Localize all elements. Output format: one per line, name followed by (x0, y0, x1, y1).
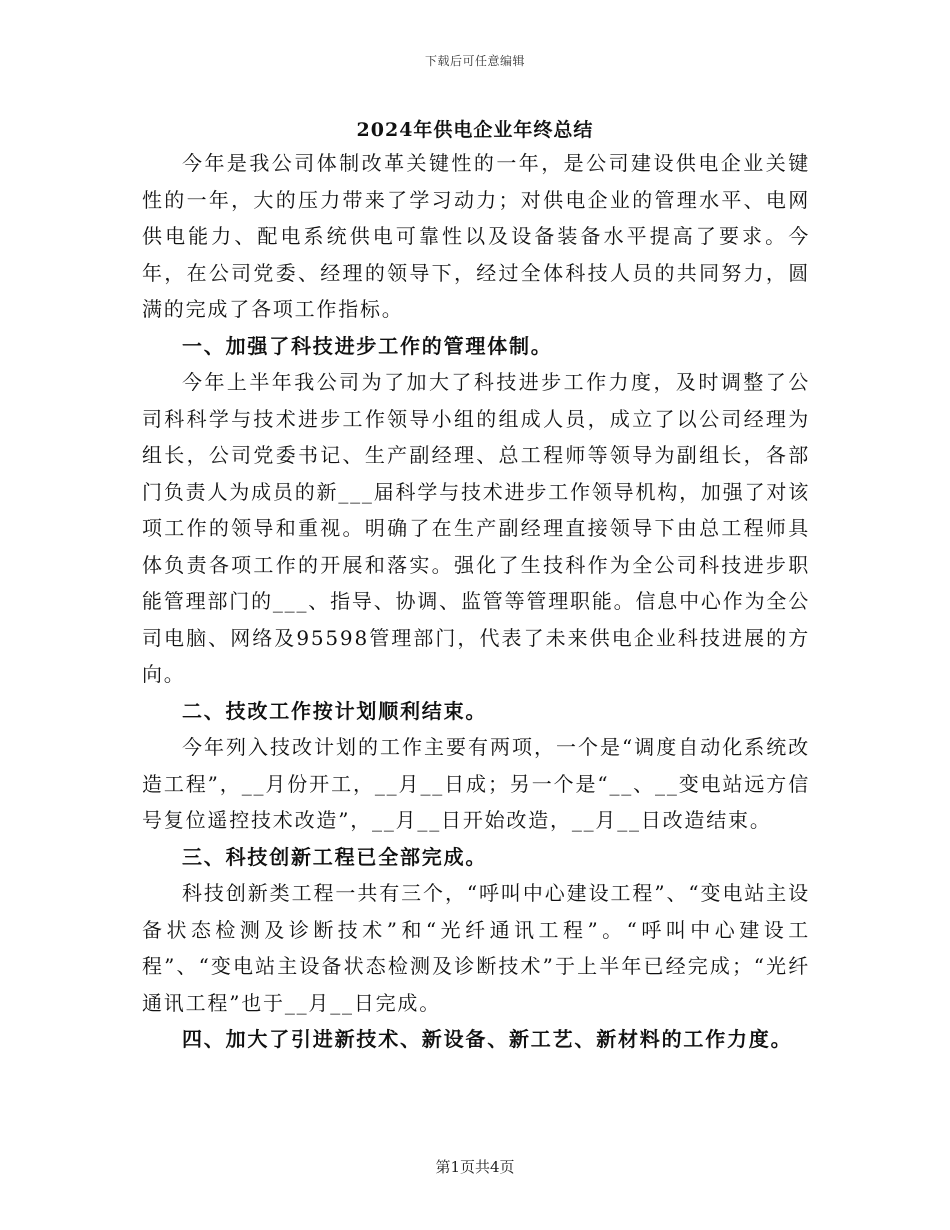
section-4-heading: 四、加大了引进新技术、新设备、新工艺、新材料的工作力度。 (182, 1027, 793, 1051)
document-title: 2024年供电企业年终总结 (356, 119, 594, 141)
document-body (142, 145, 810, 1058)
section-1-paragraph: 今年上半年我公司为了加大了科技进步工作力度，及时调整了公司科科学与技术进步工作领导小组的组成人员，成立了以公司经理为组长，公司党委书记、生产副经理、总工程师等领导为副组长，各部门负责人为成员的新___届科学与技术进步工作领导机构，加强了对该项工作的领导和重视。明确了在生产副经理直接领导下由总工程师具体负责各项工作的开展和落实。强化了生技科作为全公司科技进步职能管理部门的___、指导、协调、监管等管理职能。信息中心作为全公司电脑、网络及95598管理部门，代表了未来供电企业科技进展的方向。 (142, 370, 810, 686)
section-3-paragraph: 科技创新类工程一共有三个，“呼叫中心建设工程”、“变电站主设备状态检测及诊断技术”和“光纤通讯工程”。“呼叫中心建设工程”、“变电站主设备状态检测及诊断技术”于上半年已经完成；“光纤通讯工程”也于__月__日完成。 (142, 881, 810, 1015)
section-2-heading: 二、技改工作按计划顺利结束。 (182, 698, 488, 723)
section-2-paragraph: 今年列入技改计划的工作主要有两项，一个是“调度自动化系统改造工程”，__月份开工，__月__日成；另一个是“__、__变电站远方信号复位遥控技术改造”，__月__日开始改造，__月__日改造结束。 (142, 735, 810, 832)
page-number: 第1页共4页 (435, 1158, 515, 1176)
intro-paragraph: 今年是我公司体制改革关键性的一年，是公司建设供电企业关键性的一年，大的压力带来了学习动力；对供电企业的管理水平、电网供电能力、配电系统供电可靠性以及设备装备水平提高了要求。今年，在公司党委、经理的领导下，经过全体科技人员的共同努力，圆满的完成了各项工作指标。 (142, 151, 810, 321)
page-header-note: 下载后可任意编辑 (424, 54, 525, 68)
section-1-heading: 一、加强了科技进步工作的管理体制。 (182, 333, 553, 358)
section-3-heading: 三、科技创新工程已全部完成。 (182, 844, 488, 869)
